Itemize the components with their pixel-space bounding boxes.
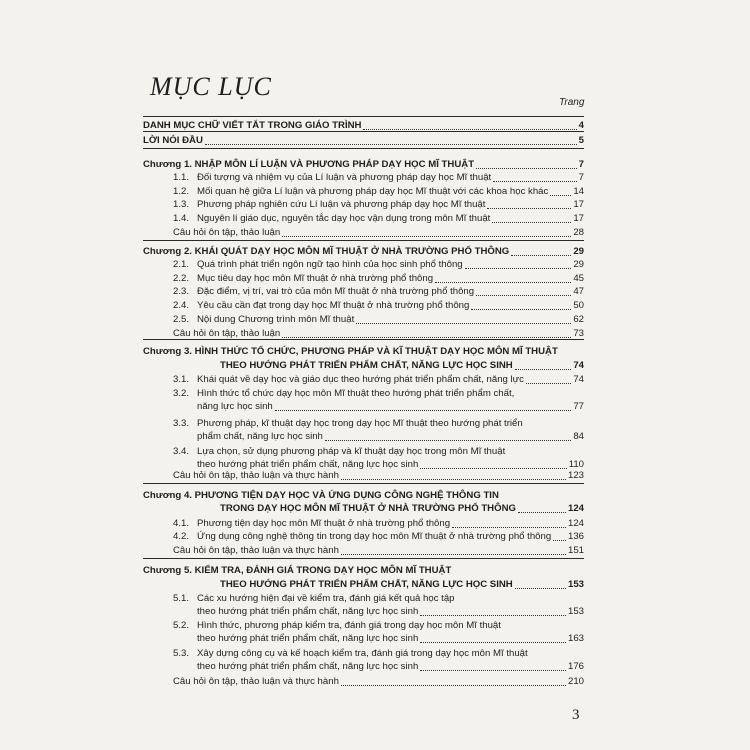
dot-leader — [515, 587, 566, 589]
toc-entry-label: theo hướng phát triển phẩm chất, năng lực học sinh — [197, 459, 419, 470]
toc-entry-label: Quá trình phát triển ngôn ngữ tạo hình của học sinh phổ thông — [197, 259, 463, 270]
toc-entry-number: 1.1. — [173, 172, 190, 183]
toc-entry-page: 153 — [567, 606, 584, 617]
section-divider — [143, 116, 584, 117]
toc-entry-page: 17 — [573, 199, 584, 210]
toc-entry-label: Các xu hướng hiện đại về kiểm tra, đánh giá kết quả học tập — [197, 593, 455, 604]
toc-entry-label: theo hướng phát triển phẩm chất, năng lực học sinh — [197, 633, 419, 644]
toc-entry — [197, 401, 584, 413]
toc-entry — [173, 286, 584, 298]
toc-entry-page: 110 — [568, 459, 584, 470]
toc-entry-label: Chương 3. HÌNH THỨC TỔ CHỨC, PHƯƠNG PHÁP VÀ KĨ THUẬT DẠY HỌC MÔN MĨ THUẬT — [143, 346, 558, 357]
toc-entry-page: 7 — [578, 159, 584, 170]
toc-entry-page: 7 — [578, 172, 584, 183]
toc-entry — [173, 300, 584, 312]
toc-entry-label: Chương 1. NHẬP MÔN LÍ LUẬN VÀ PHƯƠNG PHÁP DẠY HỌC MĨ THUẬT — [143, 159, 475, 170]
toc-entry-page: 50 — [573, 300, 584, 311]
dot-leader — [341, 553, 566, 555]
toc-entry-page: 74 — [573, 374, 584, 385]
dot-leader — [518, 511, 566, 513]
toc-entry-label: Phương pháp nghiên cứu Lí luận và phương pháp dạy học Mĩ thuật — [197, 199, 486, 210]
toc-entry-label: Đối tượng và nhiệm vụ của Lí luận và phương pháp dạy học Mĩ thuật — [197, 172, 492, 183]
toc-entry — [173, 518, 584, 530]
dot-leader — [471, 308, 571, 310]
toc-entry-label: Phương tiện dạy học môn Mĩ thuật ở nhà trường phổ thông — [197, 518, 451, 529]
dot-leader — [435, 281, 571, 283]
toc-entry-number: 5.3. — [173, 648, 190, 659]
dot-leader — [363, 128, 576, 130]
toc-entry — [173, 676, 584, 688]
toc-entry-label: Hình thức, phương pháp kiểm tra, đánh giá trong dạy học môn Mĩ thuật — [197, 620, 501, 631]
toc-entry-number: 2.5. — [173, 314, 190, 325]
toc-entry-label: Mối quan hệ giữa Lí luận và phương pháp dạy học Mĩ thuật với các khoa học khác — [197, 186, 549, 197]
toc-chapter-entry — [143, 246, 584, 258]
toc-chapter-entry — [143, 346, 584, 358]
toc-entry-label: Phương pháp, kĩ thuật dạy học trong dạy học Mĩ thuật theo hướng phát triển — [197, 418, 523, 429]
section-divider — [143, 148, 584, 149]
toc-entry-label: Câu hỏi ôn tập, thảo luận và thực hành — [173, 470, 339, 481]
toc-entry-page: 5 — [578, 135, 584, 146]
dot-leader — [420, 669, 566, 671]
toc-entry-number: 1.3. — [173, 199, 190, 210]
section-divider — [143, 240, 584, 241]
toc-chapter-entry — [220, 503, 584, 515]
toc-entry-page: 62 — [573, 314, 584, 325]
toc-entry — [173, 213, 584, 225]
toc-entry — [173, 199, 584, 211]
toc-entry-label: Hình thức tổ chức dạy học môn Mĩ thuật theo hướng phát triển phẩm chất, — [197, 388, 515, 399]
toc-entry-page: 45 — [573, 273, 584, 284]
toc-entry-label: THEO HƯỚNG PHÁT TRIỂN PHẨM CHẤT, NĂNG LỰC HỌC SINH — [220, 579, 513, 590]
toc-chapter-entry — [220, 579, 584, 591]
dot-leader — [511, 254, 571, 256]
toc-entry-label: Câu hỏi ôn tập, thảo luận — [173, 227, 281, 238]
toc-chapter-entry — [143, 159, 584, 171]
dot-leader — [452, 526, 566, 528]
toc-entry-label: Chương 4. PHƯƠNG TIỆN DẠY HỌC VÀ ỨNG DỤNG CÔNG NGHỆ THÔNG TIN — [143, 490, 499, 501]
toc-entry-number: 3.1. — [173, 374, 190, 385]
toc-entry — [173, 314, 584, 326]
toc-entry-label: năng lực học sinh — [197, 401, 273, 412]
dot-leader — [275, 409, 572, 411]
toc-entry — [173, 446, 584, 458]
dot-leader — [341, 684, 566, 686]
toc-entry — [173, 186, 584, 198]
toc-entry — [173, 227, 584, 239]
toc-entry-page: 47 — [573, 286, 584, 297]
dot-leader — [493, 180, 576, 182]
dot-leader — [420, 467, 566, 469]
dot-leader — [205, 143, 577, 145]
dot-leader — [356, 322, 571, 324]
toc-entry-label: Câu hỏi ôn tập, thảo luận — [173, 328, 281, 339]
toc-entry-page: 28 — [573, 227, 584, 238]
toc-entry-page: 77 — [573, 401, 584, 412]
dot-leader — [526, 382, 571, 384]
toc-entry-number: 5.2. — [173, 620, 190, 631]
page-number: 3 — [572, 707, 580, 723]
dot-leader — [282, 235, 571, 237]
toc-entry-label: Câu hỏi ôn tập, thảo luận và thực hành — [173, 676, 339, 687]
toc-entry-label: Lựa chọn, sử dụng phương pháp và kĩ thuật dạy học trong môn Mĩ thuật — [197, 446, 506, 457]
dot-leader — [341, 478, 566, 480]
toc-entry-label: Câu hỏi ôn tập, thảo luận và thực hành — [173, 545, 339, 556]
dot-leader — [325, 439, 571, 441]
toc-entry — [173, 418, 584, 430]
toc-entry-page: 210 — [567, 676, 584, 687]
toc-entry-label: Chương 2. KHÁI QUÁT DẠY HỌC MÔN MĨ THUẬT Ở NHÀ TRƯỜNG PHỔ THÔNG — [143, 246, 510, 257]
dot-leader — [282, 336, 571, 338]
section-divider — [143, 558, 584, 559]
toc-entry — [173, 259, 584, 271]
toc-entry-number: 2.3. — [173, 286, 190, 297]
toc-entry — [173, 388, 584, 400]
toc-entry-number: 3.3. — [173, 418, 190, 429]
toc-entry — [173, 593, 584, 605]
toc-entry-page: 74 — [573, 360, 584, 371]
dot-leader — [492, 221, 571, 223]
dot-leader — [465, 267, 572, 269]
dot-leader — [515, 368, 572, 370]
toc-entry — [173, 273, 584, 285]
section-divider — [143, 131, 584, 132]
toc-entry — [173, 172, 584, 184]
toc-entry — [173, 531, 584, 543]
toc-entry-page: 4 — [578, 120, 584, 131]
toc-entry-label: TRONG DẠY HỌC MÔN MĨ THUẬT Ở NHÀ TRƯỜNG PHỔ THÔNG — [220, 503, 516, 514]
toc-entry — [173, 374, 584, 386]
toc-entry — [173, 620, 584, 632]
toc-entry-label: THEO HƯỚNG PHÁT TRIỂN PHẨM CHẤT, NĂNG LỰC HỌC SINH — [220, 360, 513, 371]
toc-section-entry — [143, 135, 584, 147]
toc-entry-number: 5.1. — [173, 593, 190, 604]
dot-leader — [553, 539, 566, 541]
toc-entry-label: Nội dung Chương trình môn Mĩ thuật — [197, 314, 355, 325]
toc-entry-label: phẩm chất, năng lực học sinh — [197, 431, 323, 442]
dot-leader — [420, 614, 566, 616]
toc-entry-number: 3.2. — [173, 388, 190, 399]
toc-chapter-entry — [143, 565, 584, 577]
toc-entry-label: theo hướng phát triển phẩm chất, năng lực học sinh — [197, 606, 419, 617]
toc-entry-label: LỜI NÓI ĐẦU — [143, 135, 203, 146]
toc-entry-page: 123 — [567, 470, 584, 481]
section-divider — [143, 339, 584, 340]
toc-entry — [173, 545, 584, 557]
toc-entry-label: Nguyên lí giáo dục, nguyên tắc dạy học vận dụng trong môn Mĩ thuật — [197, 213, 491, 224]
toc-entry — [197, 431, 584, 443]
toc-entry-page: 29 — [573, 246, 584, 257]
dot-leader — [476, 294, 571, 296]
toc-entry-page: 73 — [573, 328, 584, 339]
dot-leader — [420, 641, 566, 643]
toc-entry-label: Đặc điểm, vị trí, vai trò của môn Mĩ thuật ở nhà trường phổ thông — [197, 286, 475, 297]
toc-entry-label: theo hướng phát triển phẩm chất, năng lực học sinh — [197, 661, 419, 672]
dot-leader — [476, 167, 577, 169]
toc-entry-label: Yêu cầu cần đạt trong dạy học Mĩ thuật ở nhà trường phổ thông — [197, 300, 470, 311]
toc-entry — [197, 606, 584, 618]
toc-entry-label: DANH MỤC CHỮ VIẾT TẮT TRONG GIÁO TRÌNH — [143, 120, 362, 131]
toc-entry-page: 151 — [567, 545, 584, 556]
toc-entry-number: 1.4. — [173, 213, 190, 224]
toc-entry-page: 17 — [573, 213, 584, 224]
toc-entry-page: 124 — [567, 518, 584, 529]
toc-entry-label: Khái quát về dạy học và giáo dục theo hướng phát triển phẩm chất, năng lực — [197, 374, 524, 385]
dot-leader — [487, 207, 571, 209]
toc-entry — [197, 661, 584, 673]
toc-entry-number: 4.1. — [173, 518, 190, 529]
toc-entry-label: Ứng dụng công nghệ thông tin trong dạy học môn Mĩ thuật ở nhà trường phổ thông — [197, 531, 552, 542]
toc-chapter-entry — [143, 490, 584, 502]
page-title: MỤC LỤC — [150, 72, 272, 101]
toc-entry-number: 1.2. — [173, 186, 190, 197]
toc-entry-page: 153 — [567, 579, 584, 590]
toc-chapter-entry — [220, 360, 584, 372]
page-column-header: Trang — [559, 97, 585, 108]
toc-entry-page: 29 — [573, 259, 584, 270]
dot-leader — [550, 194, 571, 196]
toc-entry-label: Chương 5. KIỂM TRA, ĐÁNH GIÁ TRONG DẠY HỌC MÔN MĨ THUẬT — [143, 565, 452, 576]
toc-entry-number: 2.4. — [173, 300, 190, 311]
toc-entry-label: Mục tiêu dạy học môn Mĩ thuật ở nhà trường phổ thông — [197, 273, 434, 284]
toc-entry-page: 136 — [567, 531, 584, 542]
toc-entry — [197, 633, 584, 645]
toc-entry-page: 176 — [567, 661, 584, 672]
toc-entry — [173, 470, 584, 482]
toc-entry-number: 2.2. — [173, 273, 190, 284]
toc-entry-page: 163 — [567, 633, 584, 644]
toc-entry-page: 14 — [573, 186, 584, 197]
toc-entry — [173, 648, 584, 660]
toc-entry-number: 2.1. — [173, 259, 190, 270]
toc-entry-label: Xây dựng công cụ và kế hoạch kiểm tra, đánh giá trong dạy học môn Mĩ thuật — [197, 648, 528, 659]
toc-entry-page: 124 — [567, 503, 584, 514]
toc-entry-number: 4.2. — [173, 531, 190, 542]
toc-entry-page: 84 — [573, 431, 584, 442]
section-divider — [143, 483, 584, 484]
toc-entry-number: 3.4. — [173, 446, 190, 457]
